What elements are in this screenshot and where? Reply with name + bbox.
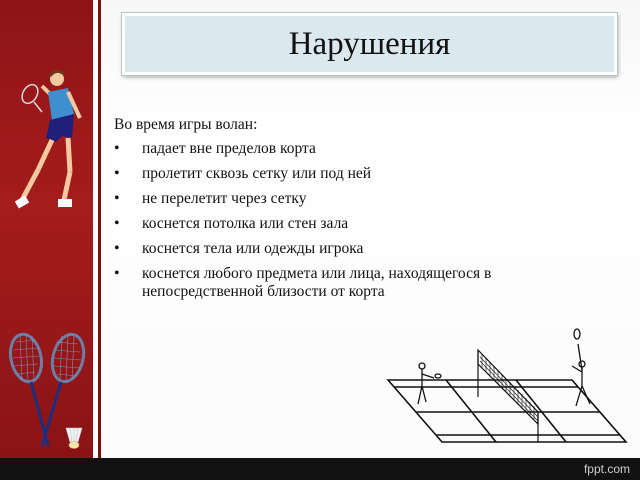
bullet-item: • коснется любого предмета или лица, находящегося в непосредственной близости от корта <box>114 265 584 301</box>
title-box <box>122 13 617 75</box>
bullet-item: • не перелетит через сетку <box>114 190 584 208</box>
bottom-bar <box>0 458 640 480</box>
bullet-item: • коснется потолка или стен зала <box>114 215 584 233</box>
bullet-item: • пролетит сквозь сетку или под ней <box>114 165 584 183</box>
rackets-shuttlecock-illustration <box>2 328 94 456</box>
bullet-list <box>114 140 584 308</box>
footer-brand: fppt.com <box>583 462 630 476</box>
bullet-item: • падает вне пределов корта <box>114 140 584 158</box>
slide-title: Нарушения <box>288 25 451 62</box>
bullet-item: • коснется тела или одежды игрока <box>114 240 584 258</box>
court-players-illustration <box>386 322 630 454</box>
intro-text: Во время игры волан: <box>114 116 258 133</box>
badminton-player-illustration <box>8 62 90 222</box>
